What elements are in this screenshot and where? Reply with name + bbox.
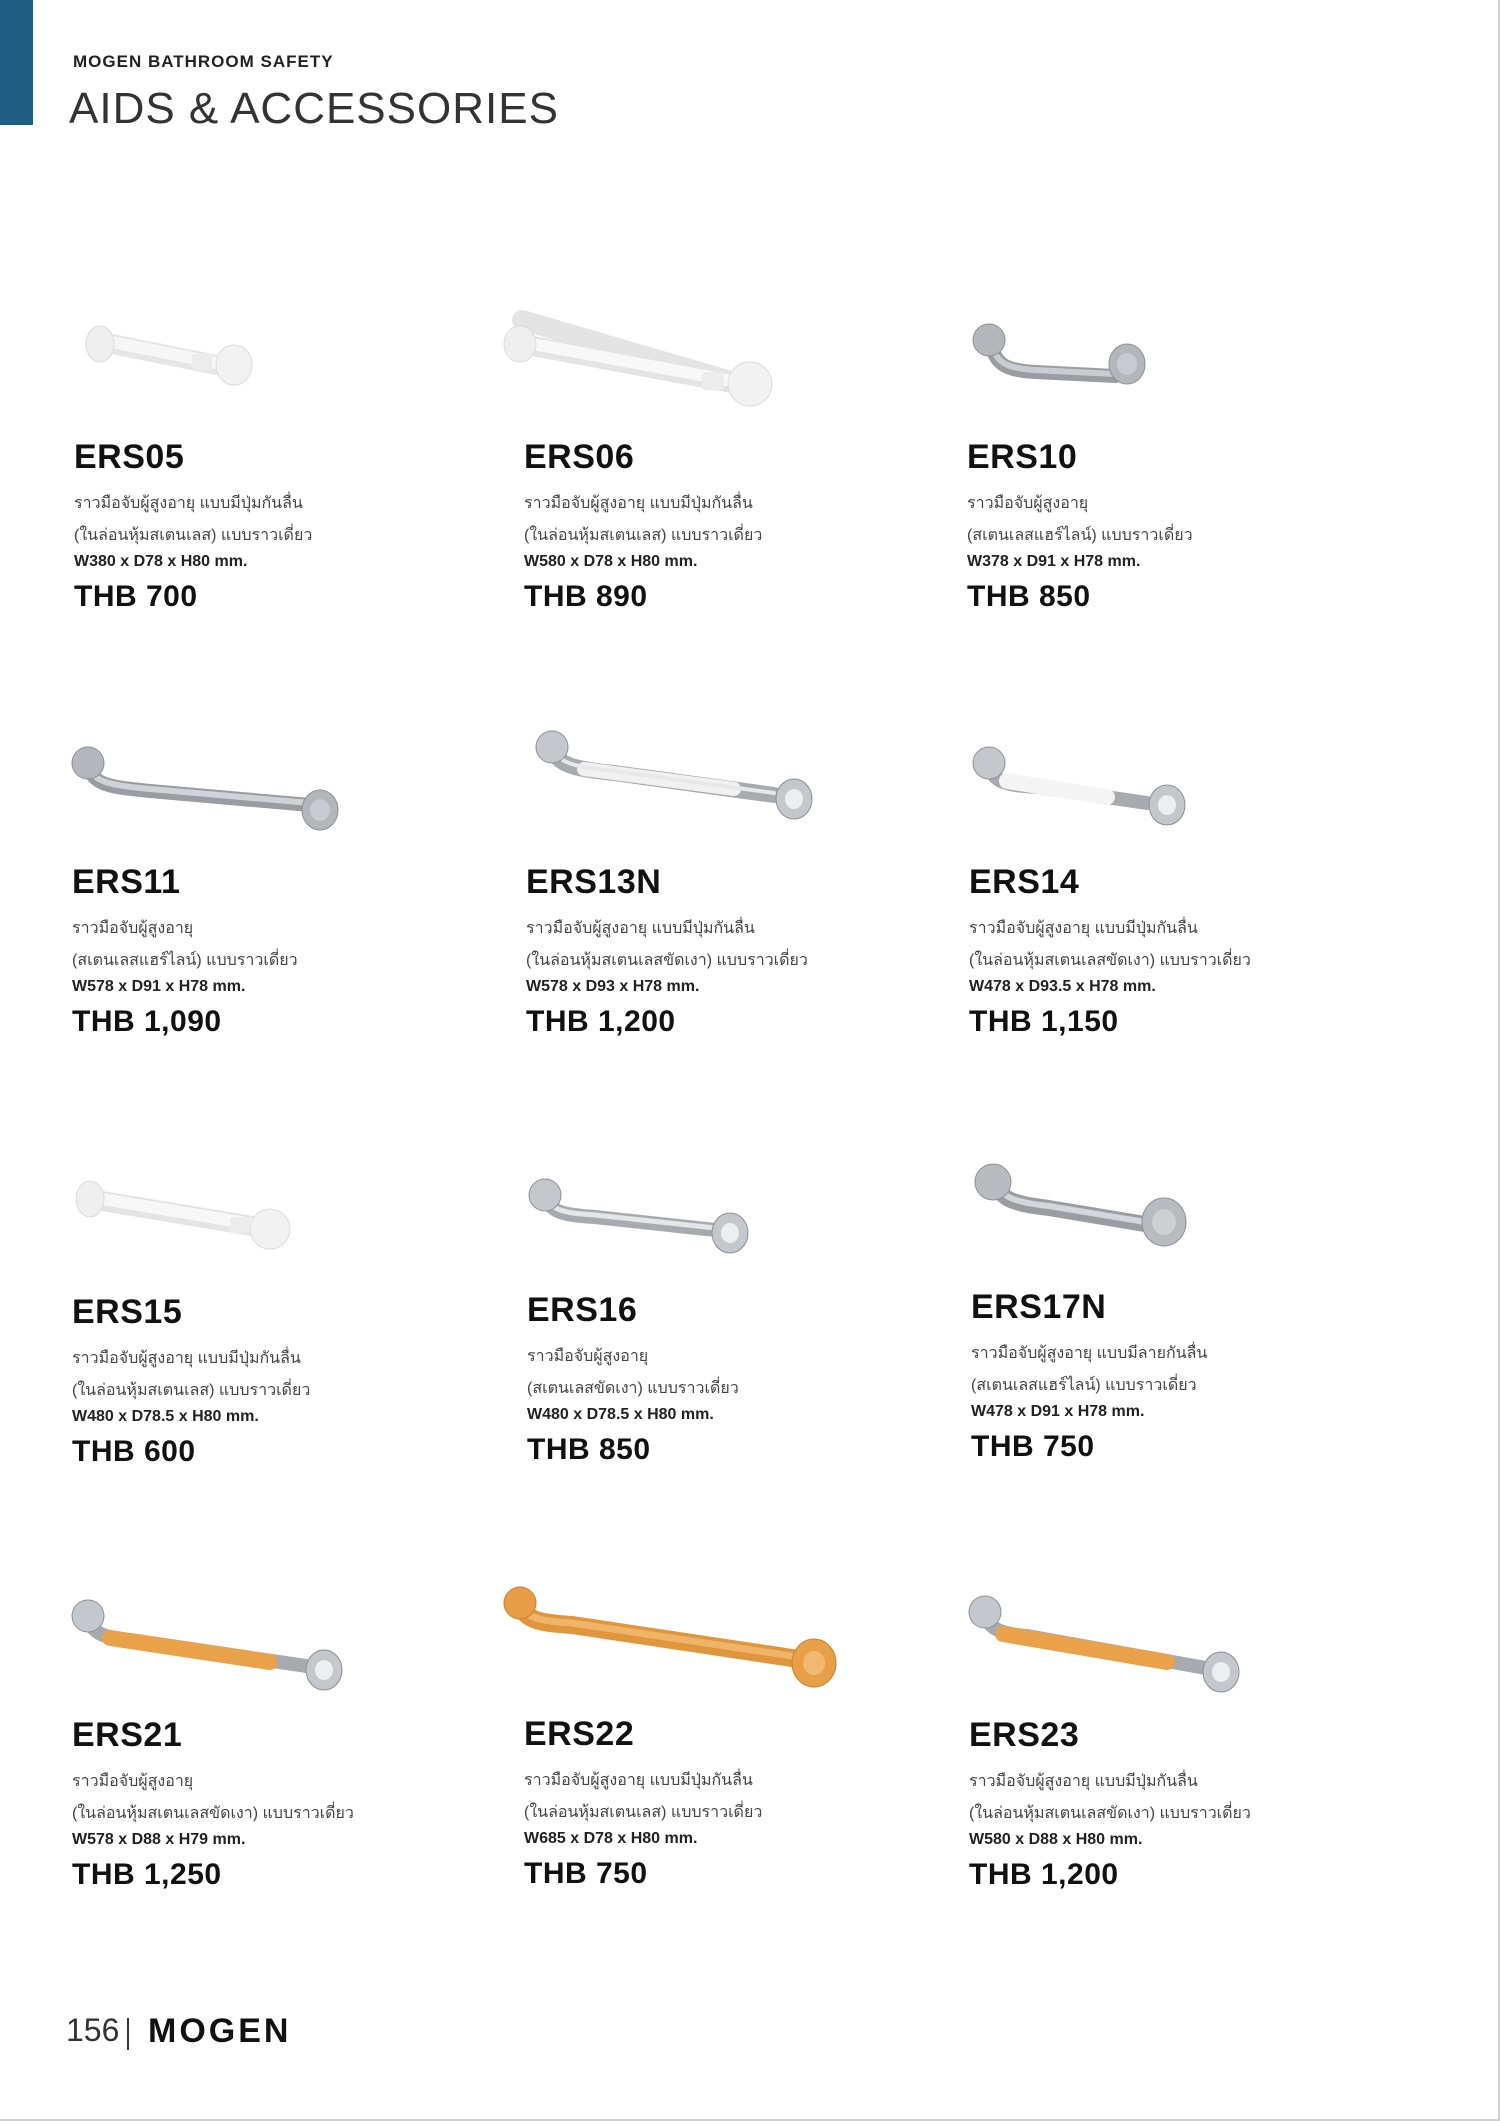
product-card-ers13n[interactable]: [524, 745, 944, 1075]
product-description: [526, 913, 808, 977]
product-dimensions: W580 x D88 x H80 mm.: [969, 1831, 1143, 1848]
description-line-2: (ในล่อนหุ้มสเตนเลสขัดเงา) แบบราวเดี่ยว: [526, 952, 808, 969]
product-card-ers23[interactable]: [967, 1598, 1387, 1928]
description-line-2: (ในล่อนหุ้มสเตนเลส) แบบราวเดี่ยว: [524, 1804, 763, 1821]
grab-bar-image: [70, 1175, 430, 1295]
grab-bar-image: [70, 1598, 430, 1718]
product-card-ers05[interactable]: [72, 320, 492, 650]
product-price: THB 1,200: [969, 1858, 1119, 1891]
product-code: ERS14: [969, 863, 1080, 901]
description-line-2: (สเตนเลสแฮร์ไลน์) แบบราวเดี่ยว: [967, 527, 1193, 544]
product-description: [971, 1338, 1207, 1402]
product-card-ers17n[interactable]: [969, 1170, 1389, 1500]
description-line-1: ราวมือจับผู้สูงอายุ: [527, 1348, 649, 1365]
product-price: THB 850: [527, 1433, 651, 1466]
product-dimensions: W580 x D78 x H80 mm.: [524, 553, 698, 570]
product-code: ERS23: [969, 1716, 1080, 1754]
product-code: ERS05: [74, 438, 185, 476]
product-price: THB 1,150: [969, 1005, 1119, 1038]
description-line-1: ราวมือจับผู้สูงอายุ แบบมีปุ่มกันลื่น: [969, 1773, 1198, 1790]
product-description: [969, 1766, 1251, 1830]
grab-bar-image: [522, 320, 882, 440]
description-line-2: (ในล่อนหุ้มสเตนเลสขัดเงา) แบบราวเดี่ยว: [72, 1805, 354, 1822]
product-card-ers15[interactable]: [70, 1175, 490, 1505]
description-line-1: ราวมือจับผู้สูงอายุ แบบมีปุ่มกันลื่น: [74, 495, 303, 512]
product-description: [527, 1341, 739, 1405]
product-code: ERS16: [527, 1291, 638, 1329]
description-line-2: (ในล่อนหุ้มสเตนเลสขัดเงา) แบบราวเดี่ยว: [969, 952, 1251, 969]
product-description: [72, 1766, 354, 1830]
product-price: THB 850: [967, 580, 1091, 613]
product-dimensions: W478 x D93.5 x H78 mm.: [969, 978, 1156, 995]
product-code: ERS17N: [971, 1288, 1107, 1326]
footer-divider: [127, 2018, 129, 2050]
product-dimensions: W480 x D78.5 x H80 mm.: [527, 1406, 714, 1423]
product-price: THB 600: [72, 1435, 196, 1468]
description-line-2: (สเตนเลสแฮร์ไลน์) แบบราวเดี่ยว: [971, 1377, 1197, 1394]
product-dimensions: W578 x D93 x H78 mm.: [526, 978, 700, 995]
product-card-ers10[interactable]: [965, 320, 1385, 650]
description-line-1: ราวมือจับผู้สูงอายุ: [72, 920, 194, 937]
page-number: 156: [66, 2012, 120, 2048]
product-price: THB 890: [524, 580, 648, 613]
description-line-2: (ในล่อนหุ้มสเตนเลส) แบบราวเดี่ยว: [524, 527, 763, 544]
product-price: THB 750: [971, 1430, 1095, 1463]
product-code: ERS22: [524, 1715, 635, 1753]
grab-bar-image: [524, 745, 884, 865]
product-dimensions: W685 x D78 x H80 mm.: [524, 1830, 698, 1847]
product-price: THB 700: [74, 580, 198, 613]
product-card-ers16[interactable]: [525, 1173, 945, 1503]
product-dimensions: W578 x D91 x H78 mm.: [72, 978, 246, 995]
catalog-series-label: MOGEN BATHROOM SAFETY: [73, 52, 334, 71]
description-line-2: (ในล่อนหุ้มสเตนเลส) แบบราวเดี่ยว: [74, 527, 313, 544]
product-description: [969, 913, 1251, 977]
product-dimensions: W380 x D78 x H80 mm.: [74, 553, 248, 570]
product-dimensions: W480 x D78.5 x H80 mm.: [72, 1408, 259, 1425]
description-line-1: ราวมือจับผู้สูงอายุ: [967, 495, 1089, 512]
product-dimensions: W578 x D88 x H79 mm.: [72, 1831, 246, 1848]
description-line-2: (ในล่อนหุ้มสเตนเลสขัดเงา) แบบราวเดี่ยว: [969, 1805, 1251, 1822]
description-line-1: ราวมือจับผู้สูงอายุ: [72, 1773, 194, 1790]
product-card-ers11[interactable]: [70, 745, 490, 1075]
product-card-ers14[interactable]: [967, 745, 1387, 1075]
product-price: THB 1,090: [72, 1005, 222, 1038]
product-code: ERS11: [72, 863, 181, 901]
grab-bar-image: [967, 1598, 1327, 1718]
grab-bar-image: [525, 1173, 885, 1293]
description-line-2: (สเตนเลสขัดเงา) แบบราวเดี่ยว: [527, 1380, 739, 1397]
description-line-1: ราวมือจับผู้สูงอายุ แบบมีปุ่มกันลื่น: [524, 495, 753, 512]
product-dimensions: W378 x D91 x H78 mm.: [967, 553, 1141, 570]
section-title: AIDS & ACCESSORIES: [69, 84, 559, 133]
description-line-1: ราวมือจับผู้สูงอายุ แบบมีปุ่มกันลื่น: [969, 920, 1198, 937]
product-description: [74, 488, 312, 552]
product-description: [524, 488, 762, 552]
grab-bar-image: [969, 1170, 1329, 1290]
grab-bar-image: [72, 320, 432, 440]
description-line-1: ราวมือจับผู้สูงอายุ แบบมีปุ่มกันลื่น: [526, 920, 755, 937]
product-description: [72, 913, 298, 977]
product-card-ers21[interactable]: [70, 1598, 490, 1928]
product-code: ERS15: [72, 1293, 183, 1331]
grab-bar-image: [70, 745, 430, 865]
description-line-1: ราวมือจับผู้สูงอายุ แบบมีลายกันลื่น: [971, 1345, 1208, 1362]
description-line-2: (สเตนเลสแฮร์ไลน์) แบบราวเดี่ยว: [72, 952, 298, 969]
product-code: ERS06: [524, 438, 635, 476]
grab-bar-image: [967, 745, 1327, 865]
product-code: ERS13N: [526, 863, 662, 901]
product-card-ers06[interactable]: [522, 320, 942, 650]
description-line-1: ราวมือจับผู้สูงอายุ แบบมีปุ่มกันลื่น: [72, 1350, 301, 1367]
product-description: [524, 1765, 762, 1829]
grab-bar-image: [965, 320, 1325, 440]
description-line-2: (ในล่อนหุ้มสเตนเลส) แบบราวเดี่ยว: [72, 1382, 311, 1399]
product-price: THB 1,250: [72, 1858, 222, 1891]
grab-bar-image: [522, 1597, 882, 1717]
product-card-ers22[interactable]: [522, 1597, 942, 1927]
product-description: [72, 1343, 310, 1407]
product-price: THB 750: [524, 1857, 648, 1890]
description-line-1: ราวมือจับผู้สูงอายุ แบบมีปุ่มกันลื่น: [524, 1772, 753, 1789]
product-price: THB 1,200: [526, 1005, 676, 1038]
product-code: ERS21: [72, 1716, 183, 1754]
brand-logo: MOGEN: [148, 2012, 292, 2050]
product-code: ERS10: [967, 438, 1078, 476]
product-dimensions: W478 x D91 x H78 mm.: [971, 1403, 1145, 1420]
product-description: [967, 488, 1193, 552]
